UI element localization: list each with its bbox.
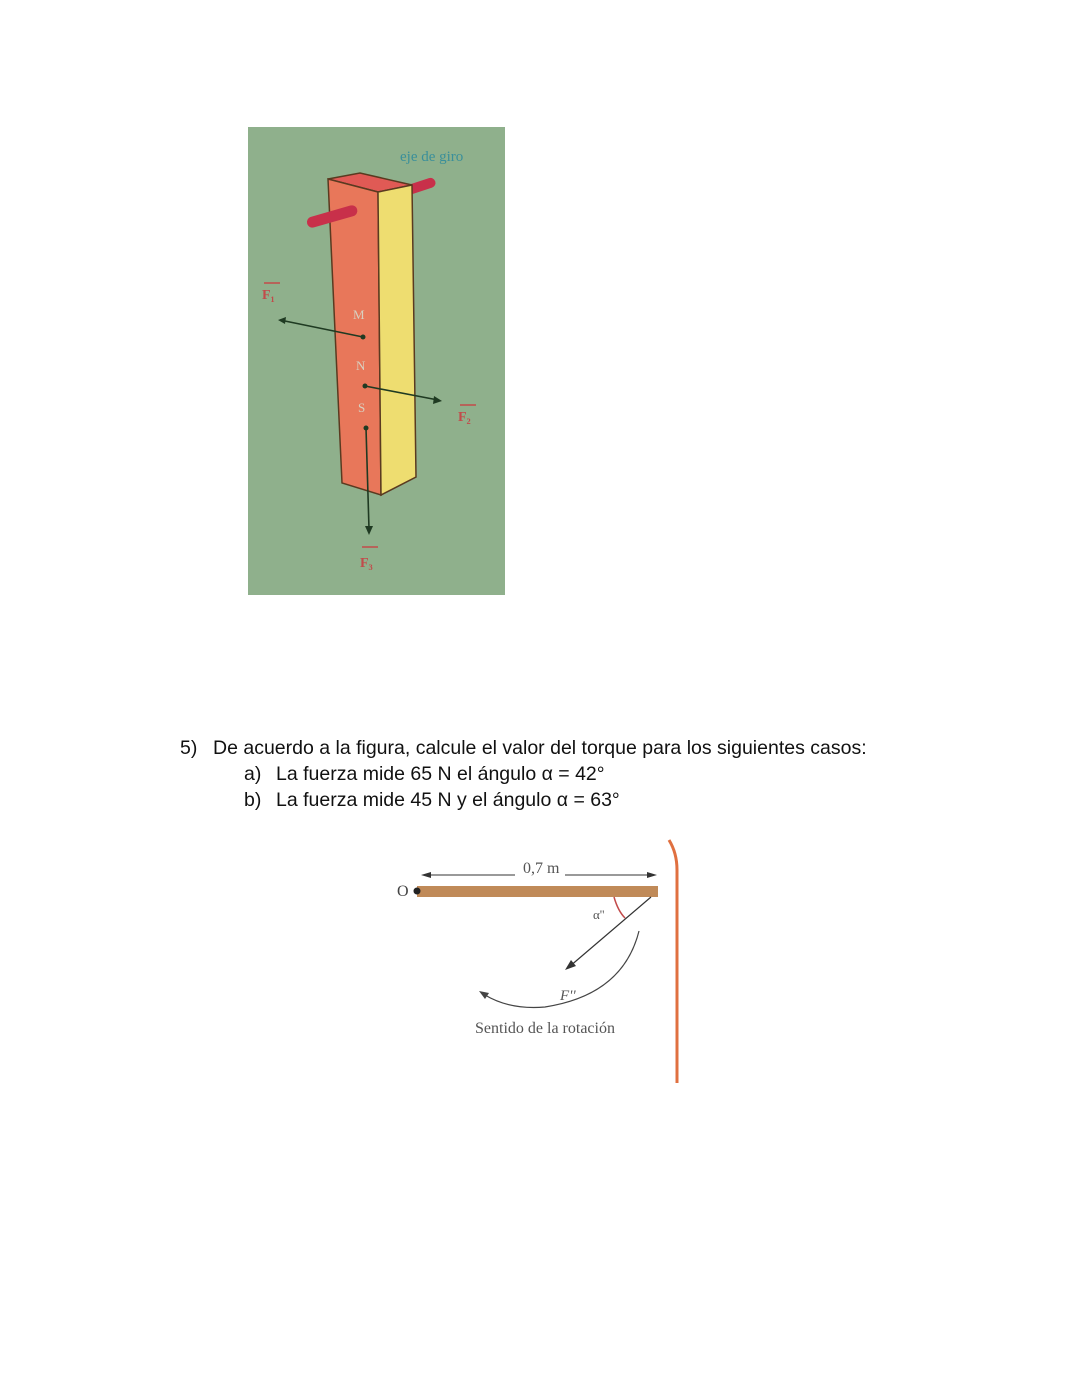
force-label-f2: F₂ [458,410,471,425]
question-item-a: a) La fuerza mide 65 N el ángulo α = 42° [244,763,605,785]
figure-rotating-bar [248,127,505,595]
question-text: De acuerdo a la figura, calcule el valor del torque para los siguientes casos: [213,737,867,759]
question-number: 5) [180,737,198,759]
rotation-caption: Sentido de la rotación [475,1020,615,1037]
question-5 [180,735,980,813]
length-label: 0,7 m [523,860,560,877]
axis-label: eje de giro [400,149,464,165]
question-item-b: b) La fuerza mide 45 N y el ángulo α = 63° [244,789,620,811]
svg-text:N: N [356,358,366,373]
force-label-f3: F₃ [360,556,373,571]
svg-text:M: M [353,307,365,322]
svg-text:S: S [358,400,366,415]
figure-torque-lever [385,835,695,1090]
force-label: F'' [560,988,576,1004]
angle-label: α'' [593,907,605,922]
force-label-f1: F₁ [262,288,275,303]
pivot-label: O [397,883,409,900]
